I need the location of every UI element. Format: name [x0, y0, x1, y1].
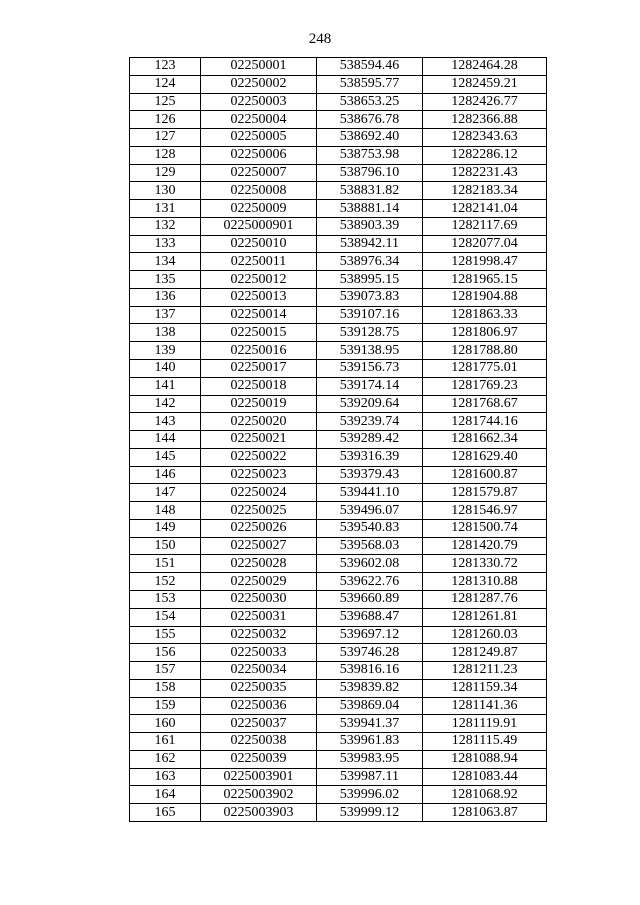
point-id-cell: 02250003 — [201, 93, 317, 111]
y-coordinate-cell: 1282426.77 — [423, 93, 547, 111]
x-coordinate-cell: 539316.39 — [317, 448, 423, 466]
point-number-cell: 137 — [130, 306, 201, 324]
point-number-cell: 132 — [130, 217, 201, 235]
point-number-cell: 146 — [130, 466, 201, 484]
y-coordinate-cell: 1281965.15 — [423, 271, 547, 289]
table-row — [130, 58, 547, 76]
y-coordinate-cell: 1281863.33 — [423, 306, 547, 324]
point-id-cell: 02250029 — [201, 573, 317, 591]
x-coordinate-cell: 538995.15 — [317, 271, 423, 289]
point-id-cell: 02250011 — [201, 253, 317, 271]
table-row — [130, 146, 547, 164]
y-coordinate-cell: 1281775.01 — [423, 360, 547, 378]
point-id-cell: 02250035 — [201, 679, 317, 697]
table-row — [130, 395, 547, 413]
table-row — [130, 111, 547, 129]
point-id-cell: 02250030 — [201, 590, 317, 608]
y-coordinate-cell: 1281904.88 — [423, 288, 547, 306]
x-coordinate-cell: 539746.28 — [317, 644, 423, 662]
y-coordinate-cell: 1281500.74 — [423, 519, 547, 537]
y-coordinate-cell: 1281260.03 — [423, 626, 547, 644]
point-number-cell: 163 — [130, 768, 201, 786]
point-id-cell: 0225003901 — [201, 768, 317, 786]
point-id-cell: 02250034 — [201, 662, 317, 680]
x-coordinate-cell: 538942.11 — [317, 235, 423, 253]
x-coordinate-cell: 538976.34 — [317, 253, 423, 271]
point-number-cell: 134 — [130, 253, 201, 271]
point-number-cell: 135 — [130, 271, 201, 289]
point-id-cell: 02250008 — [201, 182, 317, 200]
point-number-cell: 128 — [130, 146, 201, 164]
coordinates-table-body — [130, 58, 547, 822]
x-coordinate-cell: 539869.04 — [317, 697, 423, 715]
point-id-cell: 02250017 — [201, 360, 317, 378]
point-number-cell: 127 — [130, 129, 201, 147]
y-coordinate-cell: 1282343.63 — [423, 129, 547, 147]
table-row — [130, 448, 547, 466]
point-number-cell: 157 — [130, 662, 201, 680]
table-row — [130, 306, 547, 324]
table-row — [130, 75, 547, 93]
point-number-cell: 155 — [130, 626, 201, 644]
x-coordinate-cell: 539961.83 — [317, 733, 423, 751]
y-coordinate-cell: 1282117.69 — [423, 217, 547, 235]
x-coordinate-cell: 539602.08 — [317, 555, 423, 573]
table-row — [130, 431, 547, 449]
x-coordinate-cell: 539622.76 — [317, 573, 423, 591]
point-number-cell: 129 — [130, 164, 201, 182]
point-id-cell: 02250024 — [201, 484, 317, 502]
x-coordinate-cell: 539496.07 — [317, 502, 423, 520]
x-coordinate-cell: 539941.37 — [317, 715, 423, 733]
x-coordinate-cell: 539289.42 — [317, 431, 423, 449]
point-id-cell: 02250036 — [201, 697, 317, 715]
point-number-cell: 160 — [130, 715, 201, 733]
y-coordinate-cell: 1281088.94 — [423, 750, 547, 768]
y-coordinate-cell: 1281998.47 — [423, 253, 547, 271]
point-number-cell: 154 — [130, 608, 201, 626]
y-coordinate-cell: 1281769.23 — [423, 377, 547, 395]
point-number-cell: 153 — [130, 590, 201, 608]
x-coordinate-cell: 539156.73 — [317, 360, 423, 378]
point-number-cell: 150 — [130, 537, 201, 555]
point-number-cell: 156 — [130, 644, 201, 662]
point-number-cell: 148 — [130, 502, 201, 520]
y-coordinate-cell: 1281159.34 — [423, 679, 547, 697]
point-id-cell: 02250022 — [201, 448, 317, 466]
point-number-cell: 159 — [130, 697, 201, 715]
x-coordinate-cell: 538831.82 — [317, 182, 423, 200]
table-row — [130, 679, 547, 697]
point-id-cell: 02250031 — [201, 608, 317, 626]
y-coordinate-cell: 1281744.16 — [423, 413, 547, 431]
x-coordinate-cell: 539174.14 — [317, 377, 423, 395]
point-id-cell: 02250006 — [201, 146, 317, 164]
table-row — [130, 608, 547, 626]
point-number-cell: 139 — [130, 342, 201, 360]
table-row — [130, 288, 547, 306]
table-row — [130, 804, 547, 822]
x-coordinate-cell: 539999.12 — [317, 804, 423, 822]
table-row — [130, 466, 547, 484]
point-id-cell: 02250012 — [201, 271, 317, 289]
y-coordinate-cell: 1281600.87 — [423, 466, 547, 484]
point-id-cell: 0225003903 — [201, 804, 317, 822]
point-id-cell: 02250038 — [201, 733, 317, 751]
point-id-cell: 02250009 — [201, 200, 317, 218]
x-coordinate-cell: 539568.03 — [317, 537, 423, 555]
point-id-cell: 02250018 — [201, 377, 317, 395]
point-number-cell: 131 — [130, 200, 201, 218]
table-row — [130, 786, 547, 804]
table-row — [130, 626, 547, 644]
table-row — [130, 360, 547, 378]
point-number-cell: 144 — [130, 431, 201, 449]
point-number-cell: 138 — [130, 324, 201, 342]
table-row — [130, 644, 547, 662]
x-coordinate-cell: 539983.95 — [317, 750, 423, 768]
y-coordinate-cell: 1282231.43 — [423, 164, 547, 182]
y-coordinate-cell: 1281420.79 — [423, 537, 547, 555]
table-row — [130, 200, 547, 218]
table-row — [130, 555, 547, 573]
point-id-cell: 02250023 — [201, 466, 317, 484]
point-number-cell: 133 — [130, 235, 201, 253]
point-number-cell: 126 — [130, 111, 201, 129]
point-id-cell: 0225003902 — [201, 786, 317, 804]
y-coordinate-cell: 1282459.21 — [423, 75, 547, 93]
point-number-cell: 143 — [130, 413, 201, 431]
table-row — [130, 519, 547, 537]
y-coordinate-cell: 1281546.97 — [423, 502, 547, 520]
table-row — [130, 342, 547, 360]
y-coordinate-cell: 1281068.92 — [423, 786, 547, 804]
point-number-cell: 162 — [130, 750, 201, 768]
table-row — [130, 697, 547, 715]
point-number-cell: 164 — [130, 786, 201, 804]
table-row — [130, 590, 547, 608]
table-row — [130, 324, 547, 342]
x-coordinate-cell: 539107.16 — [317, 306, 423, 324]
point-id-cell: 02250021 — [201, 431, 317, 449]
point-id-cell: 02250027 — [201, 537, 317, 555]
y-coordinate-cell: 1282183.34 — [423, 182, 547, 200]
point-number-cell: 136 — [130, 288, 201, 306]
y-coordinate-cell: 1281579.87 — [423, 484, 547, 502]
y-coordinate-cell: 1281806.97 — [423, 324, 547, 342]
y-coordinate-cell: 1281629.40 — [423, 448, 547, 466]
point-number-cell: 124 — [130, 75, 201, 93]
x-coordinate-cell: 538676.78 — [317, 111, 423, 129]
table-row — [130, 662, 547, 680]
point-number-cell: 140 — [130, 360, 201, 378]
coordinates-table — [129, 57, 547, 822]
y-coordinate-cell: 1281662.34 — [423, 431, 547, 449]
point-id-cell: 0225000901 — [201, 217, 317, 235]
table-row — [130, 164, 547, 182]
x-coordinate-cell: 538692.40 — [317, 129, 423, 147]
table-row — [130, 217, 547, 235]
x-coordinate-cell: 539379.43 — [317, 466, 423, 484]
y-coordinate-cell: 1281063.87 — [423, 804, 547, 822]
point-id-cell: 02250013 — [201, 288, 317, 306]
y-coordinate-cell: 1282366.88 — [423, 111, 547, 129]
y-coordinate-cell: 1281211.23 — [423, 662, 547, 680]
point-id-cell: 02250002 — [201, 75, 317, 93]
y-coordinate-cell: 1281310.88 — [423, 573, 547, 591]
x-coordinate-cell: 539128.75 — [317, 324, 423, 342]
y-coordinate-cell: 1282464.28 — [423, 58, 547, 76]
y-coordinate-cell: 1281115.49 — [423, 733, 547, 751]
table-row — [130, 413, 547, 431]
x-coordinate-cell: 539816.16 — [317, 662, 423, 680]
point-number-cell: 152 — [130, 573, 201, 591]
x-coordinate-cell: 539138.95 — [317, 342, 423, 360]
point-number-cell: 130 — [130, 182, 201, 200]
point-id-cell: 02250032 — [201, 626, 317, 644]
x-coordinate-cell: 539839.82 — [317, 679, 423, 697]
y-coordinate-cell: 1282141.04 — [423, 200, 547, 218]
point-number-cell: 165 — [130, 804, 201, 822]
point-number-cell: 125 — [130, 93, 201, 111]
table-row — [130, 93, 547, 111]
point-id-cell: 02250019 — [201, 395, 317, 413]
x-coordinate-cell: 538595.77 — [317, 75, 423, 93]
table-row — [130, 235, 547, 253]
table-row — [130, 129, 547, 147]
table-row — [130, 537, 547, 555]
y-coordinate-cell: 1281249.87 — [423, 644, 547, 662]
point-id-cell: 02250037 — [201, 715, 317, 733]
y-coordinate-cell: 1281083.44 — [423, 768, 547, 786]
point-id-cell: 02250010 — [201, 235, 317, 253]
x-coordinate-cell: 539688.47 — [317, 608, 423, 626]
table-row — [130, 750, 547, 768]
point-number-cell: 147 — [130, 484, 201, 502]
table-row — [130, 484, 547, 502]
x-coordinate-cell: 539209.64 — [317, 395, 423, 413]
x-coordinate-cell: 538753.98 — [317, 146, 423, 164]
table-row — [130, 502, 547, 520]
x-coordinate-cell: 539441.10 — [317, 484, 423, 502]
point-id-cell: 02250014 — [201, 306, 317, 324]
table-row — [130, 253, 547, 271]
point-id-cell: 02250020 — [201, 413, 317, 431]
x-coordinate-cell: 539697.12 — [317, 626, 423, 644]
table-row — [130, 768, 547, 786]
point-id-cell: 02250025 — [201, 502, 317, 520]
point-id-cell: 02250028 — [201, 555, 317, 573]
point-id-cell: 02250005 — [201, 129, 317, 147]
point-number-cell: 142 — [130, 395, 201, 413]
x-coordinate-cell: 538881.14 — [317, 200, 423, 218]
point-number-cell: 149 — [130, 519, 201, 537]
y-coordinate-cell: 1281141.36 — [423, 697, 547, 715]
y-coordinate-cell: 1281119.91 — [423, 715, 547, 733]
y-coordinate-cell: 1281330.72 — [423, 555, 547, 573]
x-coordinate-cell: 539660.89 — [317, 590, 423, 608]
point-id-cell: 02250026 — [201, 519, 317, 537]
y-coordinate-cell: 1281768.67 — [423, 395, 547, 413]
table-row — [130, 715, 547, 733]
table-row — [130, 182, 547, 200]
table-row — [130, 377, 547, 395]
x-coordinate-cell: 539996.02 — [317, 786, 423, 804]
x-coordinate-cell: 539987.11 — [317, 768, 423, 786]
point-id-cell: 02250001 — [201, 58, 317, 76]
y-coordinate-cell: 1281788.80 — [423, 342, 547, 360]
point-id-cell: 02250039 — [201, 750, 317, 768]
table-row — [130, 573, 547, 591]
table-row — [130, 271, 547, 289]
x-coordinate-cell: 538594.46 — [317, 58, 423, 76]
table-row — [130, 733, 547, 751]
x-coordinate-cell: 538653.25 — [317, 93, 423, 111]
point-number-cell: 161 — [130, 733, 201, 751]
point-number-cell: 123 — [130, 58, 201, 76]
point-number-cell: 158 — [130, 679, 201, 697]
point-id-cell: 02250016 — [201, 342, 317, 360]
y-coordinate-cell: 1281261.81 — [423, 608, 547, 626]
x-coordinate-cell: 538903.39 — [317, 217, 423, 235]
x-coordinate-cell: 539540.83 — [317, 519, 423, 537]
x-coordinate-cell: 538796.10 — [317, 164, 423, 182]
y-coordinate-cell: 1282286.12 — [423, 146, 547, 164]
x-coordinate-cell: 539073.83 — [317, 288, 423, 306]
y-coordinate-cell: 1282077.04 — [423, 235, 547, 253]
point-id-cell: 02250007 — [201, 164, 317, 182]
point-number-cell: 141 — [130, 377, 201, 395]
page-number: 248 — [308, 31, 332, 47]
x-coordinate-cell: 539239.74 — [317, 413, 423, 431]
point-number-cell: 151 — [130, 555, 201, 573]
point-id-cell: 02250004 — [201, 111, 317, 129]
point-id-cell: 02250033 — [201, 644, 317, 662]
point-id-cell: 02250015 — [201, 324, 317, 342]
point-number-cell: 145 — [130, 448, 201, 466]
y-coordinate-cell: 1281287.76 — [423, 590, 547, 608]
